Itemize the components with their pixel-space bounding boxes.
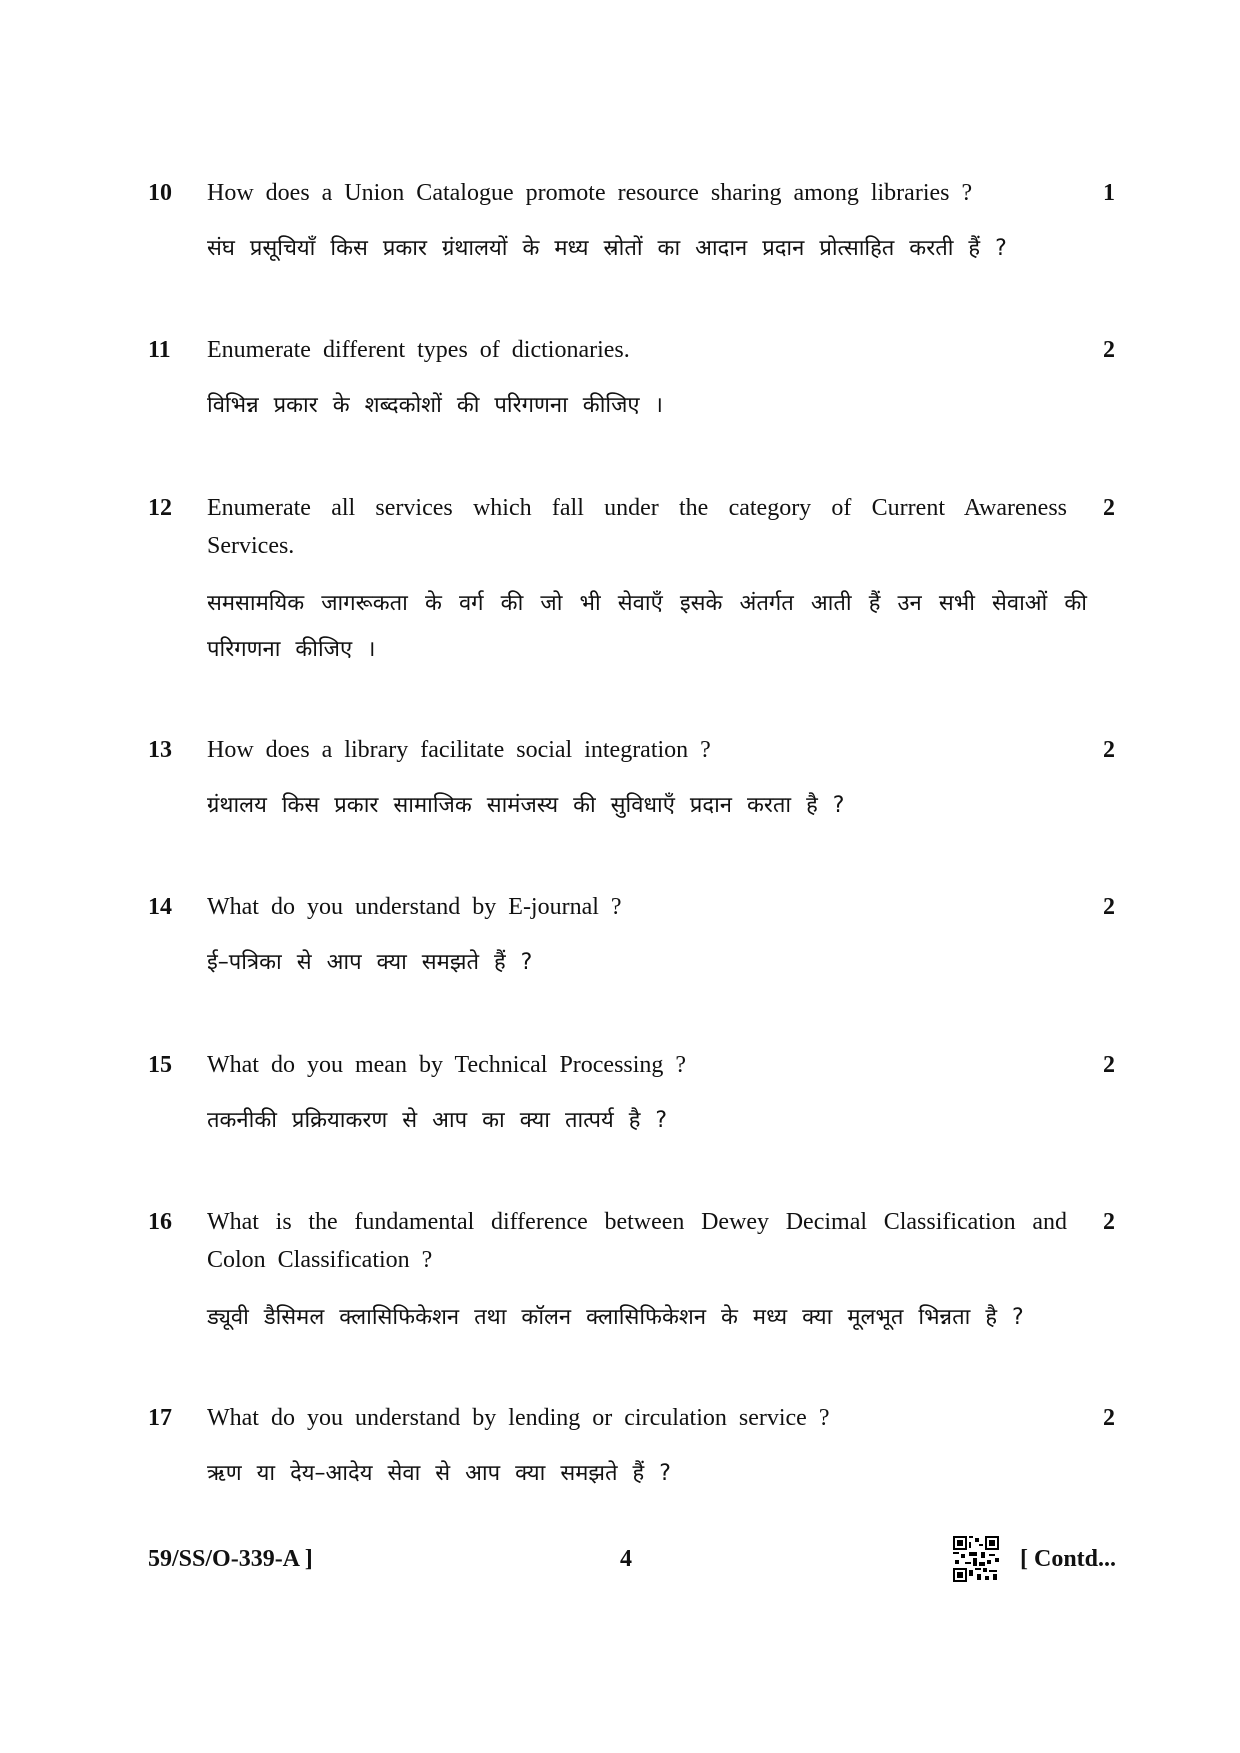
question-text-en: What do you mean by Technical Processing ? — [207, 1052, 687, 1078]
question-text-hi: ई–पत्रिका से आप क्या समझते हैं ? — [207, 950, 533, 975]
question-number: 16 — [148, 1209, 172, 1235]
question-text-hi: ग्रंथालय किस प्रकार सामाजिक सामंजस्य की सुविधाएँ प्रदान करता है ? — [207, 793, 845, 818]
page-footer — [0, 1536, 1240, 1582]
qr-code-icon — [953, 1536, 999, 1582]
question-text-en: Enumerate all services which fall under the category of Current Awareness Services. — [207, 495, 1067, 559]
question-text-hi: ऋण या देय–आदेय सेवा से आप क्या समझते हैं ? — [207, 1461, 671, 1486]
question-marks: 2 — [1103, 1405, 1115, 1431]
question-text-en: Enumerate different types of dictionaries. — [207, 337, 630, 363]
question-marks: 2 — [1103, 737, 1115, 763]
question-text-hi: ड्यूवी डैसिमल क्लासिफिकेशन तथा कॉलन क्लासिफिकेशन के मध्य क्या मूलभूत भिन्नता है ? — [207, 1305, 1024, 1330]
question-text-en: What is the fundamental difference between Dewey Decimal Classification and Colon Classification ? — [207, 1209, 1067, 1273]
question-marks: 2 — [1103, 894, 1115, 920]
question-text-hi: समसामयिक जागरूकता के वर्ग की जो भी सेवाएँ इसके अंतर्गत आती हैं उन सभी सेवाओं की परिगणना कीजिए । — [207, 591, 1087, 662]
question-text-hi: विभिन्न प्रकार के शब्दकोशों की परिगणना कीजिए । — [207, 393, 663, 418]
question-text-en: What do you understand by E-journal ? — [207, 894, 622, 920]
question-text-en: How does a Union Catalogue promote resource sharing among libraries ? — [207, 180, 973, 206]
paper-code: 59/SS/O-339-A ] — [148, 1546, 313, 1572]
question-number: 12 — [148, 495, 172, 521]
question-text-en: What do you understand by lending or circulation service ? — [207, 1405, 830, 1431]
question-number: 11 — [148, 337, 171, 363]
question-number: 10 — [148, 180, 172, 206]
question-text-hi: तकनीकी प्रक्रियाकरण से आप का क्या तात्पर्य है ? — [207, 1108, 668, 1133]
question-text-hi: संघ प्रसूचियाँ किस प्रकार ग्रंथालयों के मध्य स्रोतों का आदान प्रदान प्रोत्साहित करती हैं ? — [207, 236, 1007, 261]
question-marks: 2 — [1103, 1209, 1115, 1235]
question-number: 14 — [148, 894, 172, 920]
question-number: 13 — [148, 737, 172, 763]
page-number: 4 — [620, 1546, 632, 1572]
question-marks: 2 — [1103, 495, 1115, 521]
question-number: 15 — [148, 1052, 172, 1078]
question-marks: 2 — [1103, 337, 1115, 363]
continued-label: [ Contd... — [1020, 1546, 1117, 1572]
question-marks: 2 — [1103, 1052, 1115, 1078]
question-number: 17 — [148, 1405, 172, 1431]
question-marks: 1 — [1103, 180, 1115, 206]
question-text-en: How does a library facilitate social integration ? — [207, 737, 711, 763]
